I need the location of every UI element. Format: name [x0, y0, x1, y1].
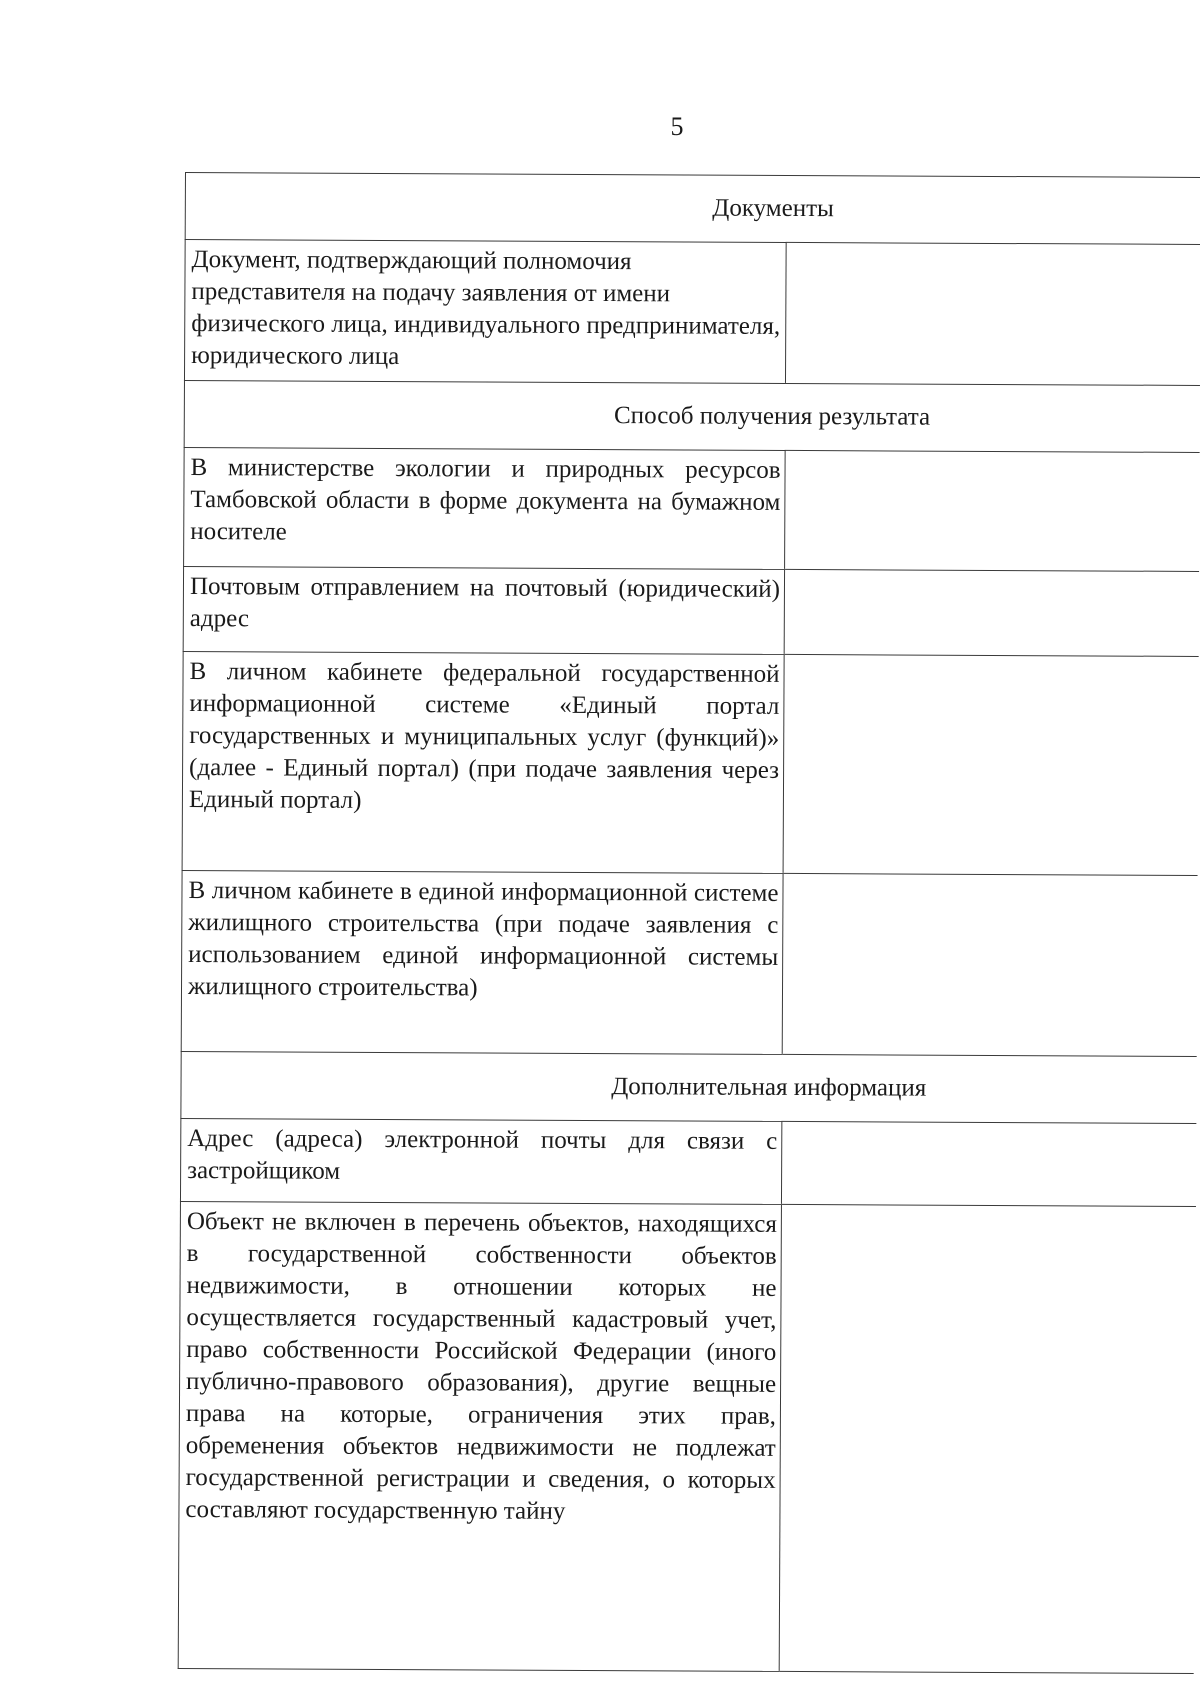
section-title-documents: Документы — [185, 173, 1200, 245]
row-label-postal: Почтовым отправлением на почтовый (юридический) адрес — [183, 566, 784, 654]
row-label-ministry: В министерстве экологии и природных ресурсов Тамбовской области в форме документа на бумажном носителе — [184, 447, 786, 569]
row-value-field[interactable] — [782, 873, 1197, 1056]
table-row — [182, 651, 1198, 875]
row-label-housing-system: В личном кабинете в единой информационной системе жилищного строительства (при подаче заявления с использованием единой информационной системы жилищного строительства) — [181, 870, 783, 1054]
row-value-field[interactable] — [779, 1204, 1195, 1673]
row-value-field[interactable] — [781, 1121, 1195, 1206]
table-row — [178, 1201, 1195, 1673]
section-header-row — [184, 380, 1199, 452]
table-row — [181, 870, 1197, 1056]
application-form-table — [178, 172, 1200, 1674]
row-value-field[interactable] — [785, 450, 1200, 571]
table-row — [183, 566, 1198, 656]
table-row — [180, 1118, 1195, 1206]
row-value-field[interactable] — [784, 569, 1198, 656]
section-title-additional-info: Дополнительная информация — [181, 1051, 1196, 1123]
table-row — [184, 447, 1200, 571]
row-label-email: Адрес (адреса) электронной почты для связи с застройщиком — [180, 1118, 781, 1204]
row-label-representative-authority: Документ, подтверждающий полномочия представителя на подачу заявления от имени физического лица, индивидуального предпринимателя, юридического лица — [184, 240, 786, 384]
row-label-state-secret-object: Объект не включен в перечень объектов, находящихся в государственной собственности объектов недвижимости, в отношении которых не осуществляется государственный кадастровый учет, право собственности Российской Федерации (иного публично-правового образования), другие вещные права на которые, ограничения этих прав, обременения объектов недвижимости не подлежат государственной регистрации и сведения, о которых составляют государственную тайну — [178, 1201, 781, 1671]
section-header-row — [181, 1051, 1196, 1123]
table-row — [184, 240, 1200, 386]
row-label-unified-portal: В личном кабинете федеральной государственной информационной системе «Единый портал государственных и муниципальных услуг (функций)» (далее - Единый портал) (при подаче заявления через Единый портал) — [182, 651, 784, 873]
row-value-field[interactable] — [785, 242, 1200, 385]
page-number: 5 — [670, 112, 684, 141]
section-title-result-method: Способ получения результата — [184, 380, 1199, 452]
row-value-field[interactable] — [783, 654, 1198, 875]
section-header-row — [185, 173, 1200, 245]
